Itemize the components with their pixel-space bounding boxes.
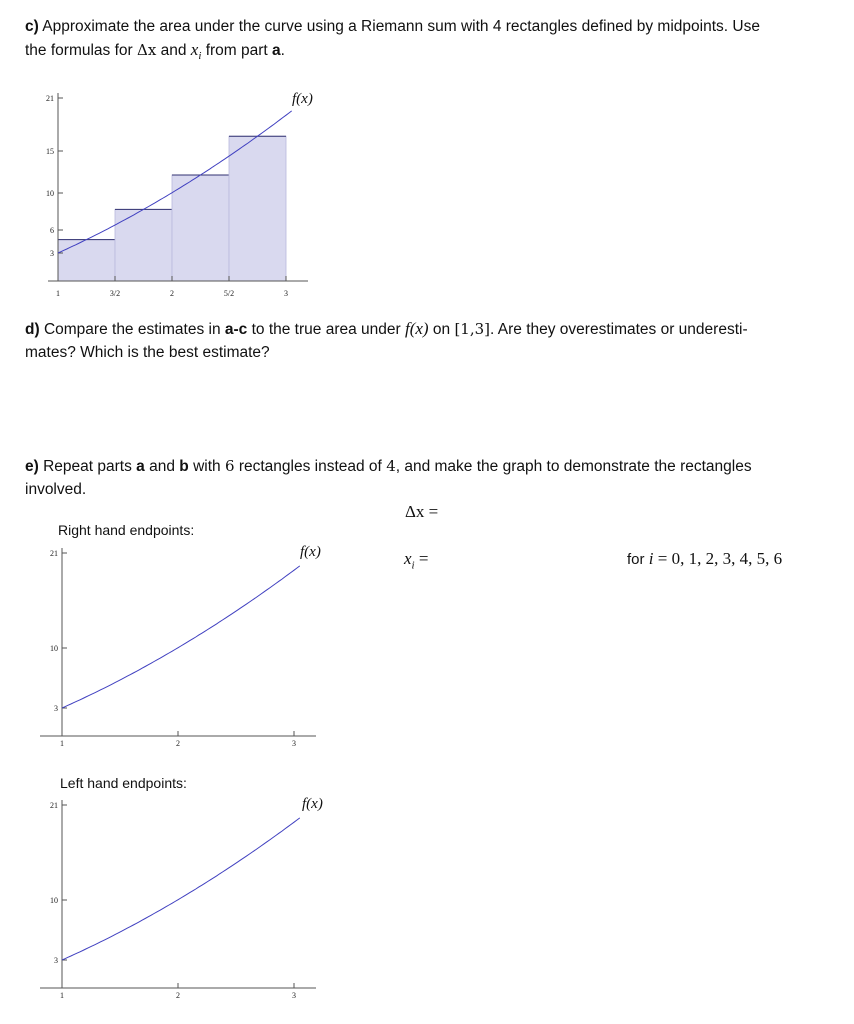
index-values: = 0, 1, 2, 3, 4, 5, 6 bbox=[653, 549, 783, 568]
right-endpoints-label: Right hand endpoints: bbox=[58, 522, 195, 538]
index-range bbox=[627, 549, 782, 569]
xi-eq-symbol: x bbox=[404, 549, 412, 568]
number-4: 4 bbox=[386, 457, 396, 475]
x-tick-3: 3 bbox=[292, 991, 296, 1000]
part-c-text-2b: from part bbox=[205, 42, 268, 59]
part-e-line-2: involved. bbox=[25, 481, 87, 498]
midpoint-riemann-chart bbox=[30, 85, 350, 310]
y-tick-3: 3 bbox=[54, 956, 58, 965]
x-tick-2: 2 bbox=[176, 991, 180, 1000]
x-tick-5-2: 5/2 bbox=[223, 289, 235, 298]
part-e-text-1a: Repeat parts bbox=[43, 458, 132, 475]
x-tick-3: 3 bbox=[284, 289, 288, 298]
part-ref-a: a bbox=[272, 42, 281, 59]
xi-symbol: x bbox=[190, 40, 199, 59]
part-c-label: c) bbox=[25, 18, 39, 35]
y-tick-10: 10 bbox=[46, 189, 54, 198]
part-c-paragraph bbox=[25, 15, 835, 68]
x-tick-1: 1 bbox=[60, 991, 64, 1000]
y-tick-3: 3 bbox=[54, 704, 58, 713]
delta-x-symbol: Δx bbox=[137, 41, 157, 59]
left-endpoints-label: Left hand endpoints: bbox=[60, 775, 187, 791]
interval-symbol: [1,3] bbox=[454, 320, 491, 338]
function-label: f(x) bbox=[292, 91, 313, 107]
y-tick-3: 3 bbox=[50, 249, 54, 258]
xi-eq-subscript: i bbox=[411, 559, 415, 572]
function-label: f(x) bbox=[302, 796, 323, 812]
part-c-line-1 bbox=[25, 15, 835, 38]
y-tick-15: 15 bbox=[46, 147, 54, 156]
function-label: f(x) bbox=[300, 544, 321, 560]
x-axis bbox=[40, 731, 316, 736]
i-variable: i bbox=[648, 549, 654, 568]
part-e-text-1c: with bbox=[193, 458, 221, 475]
part-e-label: e) bbox=[25, 458, 39, 475]
number-6: 6 bbox=[224, 457, 235, 475]
x-tick-2: 2 bbox=[170, 289, 174, 298]
x-tick-3-2: 3/2 bbox=[109, 289, 121, 298]
part-e-text-1d: rectangles instead of bbox=[238, 458, 382, 475]
xi-eq-rest: = bbox=[414, 549, 429, 568]
part-c-text-2a: the formulas for bbox=[25, 42, 133, 59]
x-tick-1: 1 bbox=[60, 739, 64, 748]
part-e-paragraph bbox=[25, 455, 835, 501]
y-tick-21: 21 bbox=[50, 549, 58, 558]
y-tick-21: 21 bbox=[50, 801, 58, 810]
part-d-text-1c: on bbox=[432, 321, 451, 338]
xi-equation bbox=[404, 549, 428, 571]
part-d-text-1a: Compare the estimates in bbox=[43, 321, 221, 338]
part-ref-a-c: a-c bbox=[224, 321, 248, 338]
part-d-line-1 bbox=[25, 317, 835, 341]
part-c-text-1: Approximate the area under the curve using a Riemann sum with 4 rectangles defined by midpoints. Use bbox=[42, 18, 760, 35]
xi-subscript: i bbox=[198, 50, 202, 63]
part-e-line-1 bbox=[25, 455, 835, 478]
x-axis bbox=[40, 983, 316, 988]
right-endpoints-chart bbox=[30, 540, 350, 750]
part-d-line-2: mates? Which is the best estimate? bbox=[25, 344, 270, 361]
part-d-text-1b: to the true area under bbox=[251, 321, 401, 338]
function-curve bbox=[62, 566, 300, 708]
x-tick-3: 3 bbox=[292, 739, 296, 748]
y-tick-21: 21 bbox=[46, 94, 54, 103]
part-c-period: . bbox=[280, 42, 285, 59]
riemann-rectangle bbox=[58, 240, 115, 281]
part-c-line-2 bbox=[25, 38, 835, 68]
for-word: for bbox=[627, 551, 645, 568]
part-c-and: and bbox=[160, 42, 187, 59]
riemann-rectangle bbox=[229, 136, 286, 281]
part-d-text-1d: . Are they overestimates or underesti- bbox=[490, 321, 748, 338]
y-tick-6: 6 bbox=[50, 226, 54, 235]
part-ref-b: b bbox=[179, 458, 189, 475]
left-endpoints-chart bbox=[30, 792, 350, 1002]
part-d-paragraph bbox=[25, 317, 835, 364]
x-tick-1: 1 bbox=[56, 289, 60, 298]
part-d-label: d) bbox=[25, 321, 40, 338]
fx-symbol: f(x) bbox=[404, 319, 429, 338]
function-curve bbox=[62, 818, 300, 960]
x-tick-2: 2 bbox=[176, 739, 180, 748]
part-ref-a: a bbox=[136, 458, 145, 475]
riemann-rectangle bbox=[172, 175, 229, 281]
part-e-text-1e: , and make the graph to demonstrate the rectangles bbox=[395, 458, 752, 475]
y-tick-10: 10 bbox=[50, 644, 58, 653]
y-tick-10: 10 bbox=[50, 896, 58, 905]
delta-x-equation: Δx = bbox=[405, 502, 439, 521]
part-e-text-1b: and bbox=[149, 458, 175, 475]
